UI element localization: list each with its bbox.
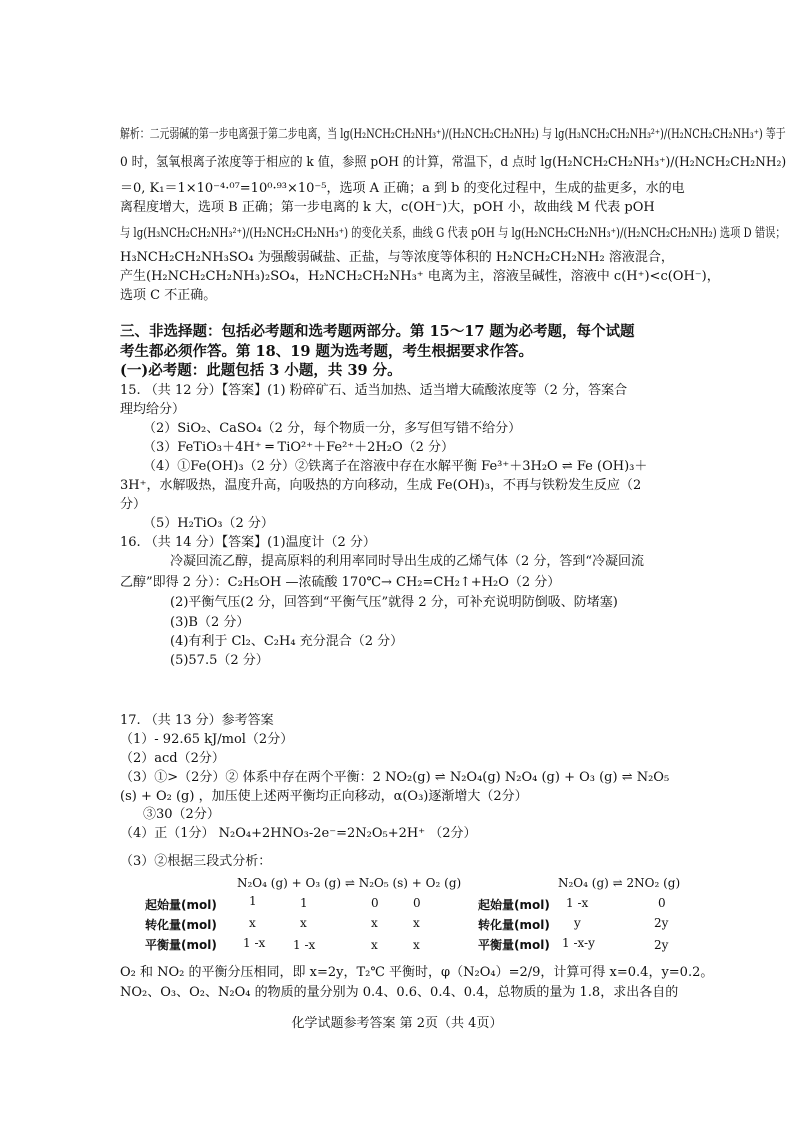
- table-cell: 1 -x: [566, 896, 589, 910]
- table-cell: 1: [300, 896, 308, 910]
- answer-line: （2）SiO₂、CaSO₄（2 分，每个物质一分，多写但写错不给分）: [143, 421, 522, 436]
- row-label-change: 转化量(mol): [145, 918, 217, 932]
- table-cell: x: [413, 916, 420, 930]
- analysis-line: 0 时，氢氧根离子浓度等于相应的 k 值，参照 pOH 的计算，常温下，d 点时 lg(H₂NCH₂CH₂NH₃⁺)/(H₂NCH₂CH₂NH₂): [120, 155, 787, 170]
- table-cell: 2y: [654, 938, 669, 952]
- table-cell: 0: [413, 896, 421, 910]
- table-cell: x: [413, 938, 420, 952]
- answer-line: 乙醇”即得 2 分）：C₂H₅OH —浓硫酸 170℃→ CH₂=CH₂↑+H₂O（2 分）: [120, 575, 561, 590]
- table-cell: 1: [249, 894, 257, 908]
- answer-line: （3）②根据三段式分析：: [120, 854, 272, 869]
- row-label-initial: 起始量(mol): [478, 898, 550, 912]
- row-label-initial: 起始量(mol): [145, 898, 217, 912]
- analysis-line: 与 lg(H₃NCH₂CH₂NH₃²⁺)/(H₂NCH₂CH₂NH₃⁺) 的变化关系，曲线 G 代表 pOH 与 lg(H₂NCH₂CH₂NH₃⁺)/(H₂NCH₂CH₂NH₂) 选项 D 错误；: [120, 226, 786, 241]
- answer-line: ③30（2分）: [143, 807, 220, 822]
- answer-line: （1）- 92.65 kJ/mol（2分）: [120, 732, 294, 747]
- answer-line: 理均给分）: [120, 402, 186, 417]
- answer-line: 15. （共 12 分）【答案】(1) 粉碎矿石、适当加热、适当增大硫酸浓度等（2 分，答案合: [120, 383, 628, 398]
- analysis-line: ＝0, K₁＝1×10⁻⁴·⁰⁷=10⁰·⁹³×10⁻⁵，选项 A 正确；a 到 b 的变化过程中，生成的盐更多，水的电: [120, 181, 685, 196]
- table-cell: x: [300, 916, 307, 930]
- analysis-line: 离程度增大，选项 B 正确；第一步电离的 k 大，c(OH⁻)大，pOH 小，故曲线 M 代表 pOH: [120, 200, 655, 215]
- answer-line: 17. （共 13 分）参考答案: [120, 713, 274, 728]
- section-subheading: (一)必考题：此题包括 3 小题，共 39 分。: [120, 362, 402, 379]
- section-heading: 三、非选择题：包括必考题和选考题两部分。第 15～17 题为必考题，每个试题: [120, 323, 635, 340]
- answer-line: 分）: [120, 497, 147, 512]
- table-equation: N₂O₄ (g) + O₃ (g) ⇌ N₂O₅ (s) + O₂ (g): [237, 876, 462, 890]
- analysis-line: 解析：二元弱碱的第一步电离强于第二步电离，当 lg(H₂NCH₂CH₂NH₃⁺)/(H₂NCH₂CH₂NH₂) 与 lg(H₃NCH₂CH₂NH₃²⁺)/(H₂NCH₂CH₂NH₃⁺) 等于: [120, 127, 786, 142]
- answer-line: (4)有利于 Cl₂、C₂H₄ 充分混合（2 分）: [170, 634, 404, 649]
- answer-line: 3H⁺，水解吸热，温度升高，向吸热的方向移动，生成 Fe(OH)₃，不再与铁粉发生反应（2: [120, 478, 642, 493]
- answer-line: (s) + O₂ (g) ，加压使上述两平衡均正向移动，α(O₃)逐渐增大（2分）: [120, 789, 528, 804]
- answer-line: （4）①Fe(OH)₃（2 分）②铁离子在溶液中存在水解平衡 Fe³⁺＋3H₂O ⇌ Fe (OH)₃＋: [143, 459, 648, 474]
- table-cell: 1 -x-y: [562, 936, 595, 950]
- answer-line: (3)B（2 分）: [170, 615, 250, 630]
- analysis-line: 产生(H₂NCH₂CH₂NH₃)₂SO₄，H₂NCH₂CH₂NH₃⁺ 电离为主，溶液呈碱性，溶液中 c(H⁺)<c(OH⁻)，: [120, 269, 720, 284]
- row-label-equilibrium: 平衡量(mol): [145, 938, 217, 952]
- analysis-line: H₃NCH₂CH₂NH₃SO₄ 为强酸弱碱盐、正盐，与等浓度等体积的 H₂NCH₂CH₂NH₂ 溶液混合，: [120, 250, 674, 265]
- page-footer: 化学试题参考答案 第 2页（共 4页）: [291, 1016, 503, 1031]
- three-stage-table-right: [478, 876, 708, 952]
- table-cell: 1 -x: [293, 938, 316, 952]
- row-label-equilibrium: 平衡量(mol): [478, 938, 550, 952]
- answer-line: （5）H₂TiO₃（2 分）: [143, 516, 274, 531]
- answer-line: NO₂、O₃、O₂、N₂O₄ 的物质的量分别为 0.4、0.6、0.4、0.4，总物质的量为 1.8，求出各自的: [120, 985, 679, 1000]
- table-cell: y: [574, 916, 581, 930]
- answer-line: (2)平衡气压(2 分，回答到“平衡气压”就得 2 分，可补充说明防倒吸、防堵塞): [170, 595, 618, 610]
- table-cell: x: [371, 916, 378, 930]
- answer-line: 16. （共 14 分）【答案】(1)温度计（2 分）: [120, 535, 376, 550]
- answer-line: (5)57.5（2 分）: [170, 653, 269, 668]
- table-cell: x: [371, 938, 378, 952]
- answer-line: （2）acd（2分）: [120, 751, 225, 766]
- table-equation: N₂O₄ (g) ⇌ 2NO₂ (g): [558, 876, 681, 890]
- table-cell: x: [249, 916, 256, 930]
- answer-line: （4）正（1分） N₂O₄+2HNO₃-2e⁻=2N₂O₅+2H⁺ （2分）: [120, 826, 477, 841]
- table-cell: 2y: [654, 916, 669, 930]
- answer-line: （3）FeTiO₃＋4H⁺ ═ TiO²⁺＋Fe²⁺＋2H₂O（2 分）: [143, 440, 455, 455]
- analysis-line: 选项 C 不正确。: [120, 288, 217, 303]
- answer-line: O₂ 和 NO₂ 的平衡分压相同，即 x=2y，T₂℃ 平衡时，φ（N₂O₄）=2/9，计算可得 x=0.4，y=0.2。: [120, 965, 714, 980]
- section-heading: 考生都必须作答。第 18、19 题为选考题，考生根据要求作答。: [120, 343, 533, 360]
- table-cell: 0: [371, 896, 379, 910]
- row-label-change: 转化量(mol): [478, 918, 550, 932]
- three-stage-table-left: [145, 876, 475, 952]
- answer-line: 冷凝回流乙醇，提高原料的利用率同时导出生成的乙烯气体（2 分，答到“冷凝回流: [170, 554, 645, 569]
- table-cell: 1 -x: [243, 936, 266, 950]
- answer-line: （3）①>（2分）② 体系中存在两个平衡：2 NO₂(g) ⇌ N₂O₄(g) N₂O₄ (g) + O₃ (g) ⇌ N₂O₅: [120, 770, 670, 785]
- table-cell: 0: [658, 896, 666, 910]
